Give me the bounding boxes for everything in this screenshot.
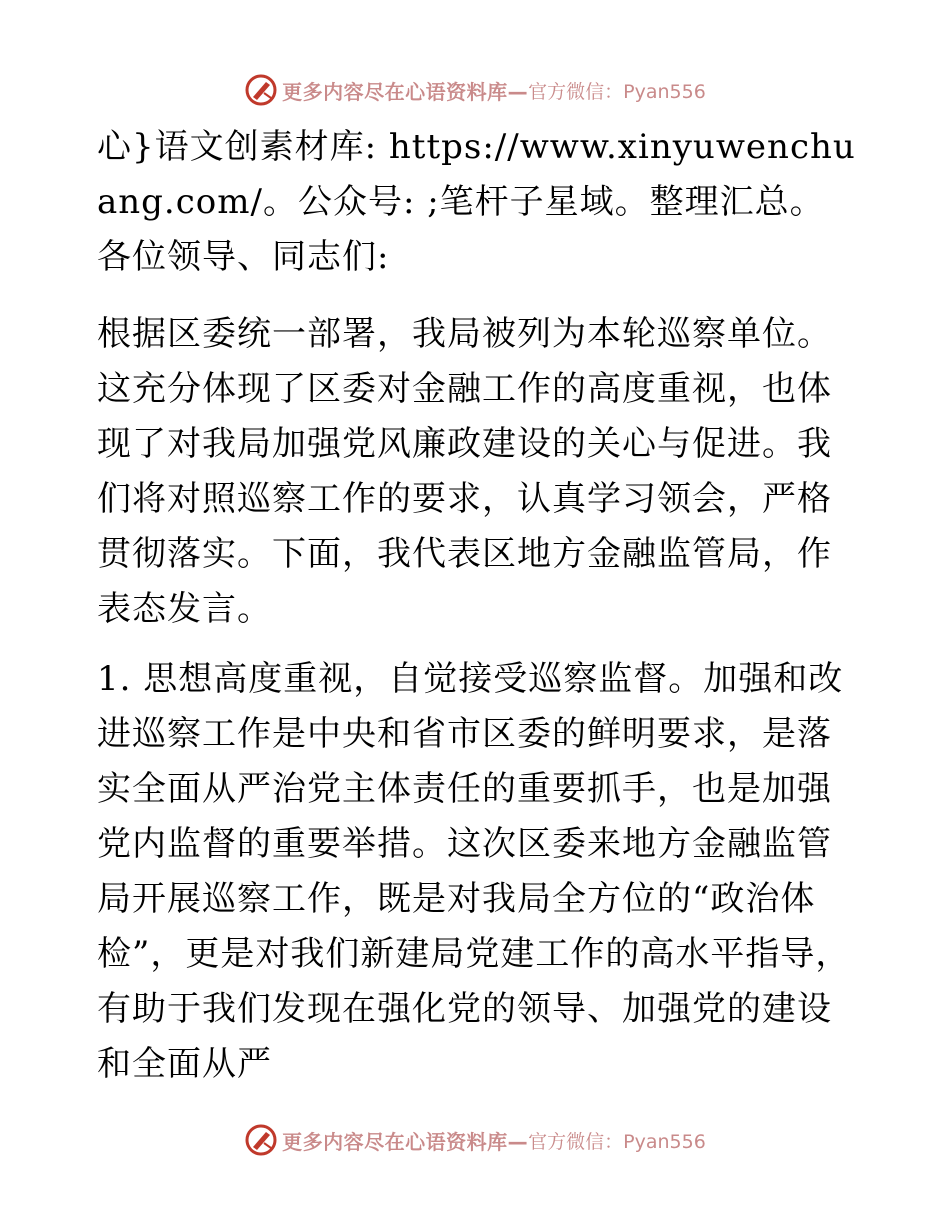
banner-wechat-text: 官方微信：Pyan556	[528, 80, 706, 103]
banner-main-text: 更多内容尽在心语资料库—	[282, 1129, 529, 1154]
footer-banner	[0, 1120, 950, 1160]
paragraph-opening: 根据区委统一部署，我局被列为本轮巡察单位。这充分体现了区委对金融工作的高度重视，也体现了对我局加强党风廉政建设的关心与促进。我们将对照巡察工作的要求，认真学习领会，严格贯彻落实。下面，我代表区地方金融监管局，作表态发言。	[97, 314, 832, 629]
document-body	[97, 120, 857, 1107]
banner-wechat-text: 官方微信：Pyan556	[528, 1130, 706, 1153]
logo-icon	[244, 1123, 278, 1157]
banner-main-text: 更多内容尽在心语资料库—	[282, 79, 529, 104]
logo-icon	[244, 73, 278, 107]
paragraph-intro: 心}语文创素材库: https://www.xinyuwenchuang.com/。公众号: ;笔杆子星域。整理汇总。各位领导、同志们:	[97, 127, 856, 277]
paragraph-point-1: 1. 思想高度重视，自觉接受巡察监督。加强和改进巡察工作是中央和省市区委的鲜明要求，是落实全面从严治党主体责任的重要抓手，也是加强党内监督的重要举措。这次区委来地方金融监管局开展巡察工作，既是对我局全方位的“政治体检”，更是对我们新建局党建工作的高水平指导，有助于我们发现在强化党的领导、加强党的建设和全面从严	[97, 659, 851, 1084]
header-banner	[0, 70, 950, 110]
